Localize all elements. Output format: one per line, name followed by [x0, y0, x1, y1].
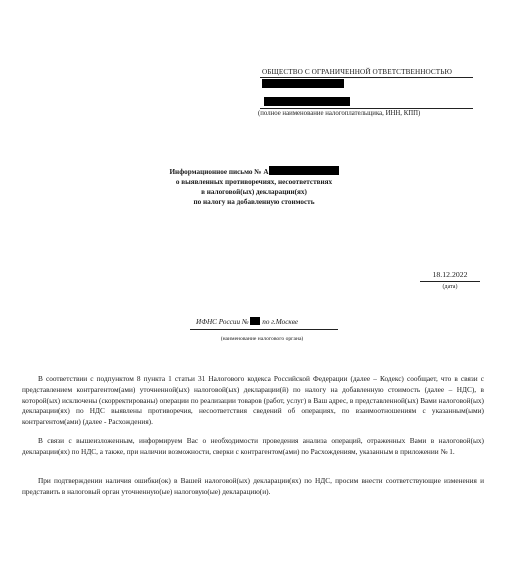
authority-hint: (наименование налогового органа)	[220, 336, 304, 342]
letter-date: 18.12.2022	[432, 270, 468, 279]
tax-authority-prefix: ИФНС России №	[196, 318, 249, 326]
redacted-inspection-number	[250, 317, 260, 325]
body-paragraph-3: При подтверждении наличия ошибки(ок) в Вашей налоговой(ых) декларации(ях) по НДС, просим внести соответствующие изменения и представить в налоговый орган уточненную(ые) налоговую(ые) декларацию(и).	[22, 476, 484, 496]
title-line-4: по налогу на добавленную стоимость	[193, 198, 315, 206]
tax-authority	[196, 317, 298, 326]
date-hint: (дата)	[442, 284, 458, 290]
company-title: ОБЩЕСТВО С ОГРАНИЧЕННОЙ ОТВЕТСТВЕННОСТЬЮ	[262, 68, 453, 76]
title-line-2: о выявленных противоречиях, несоответствиях	[175, 178, 333, 186]
date-underline	[420, 281, 480, 282]
body-paragraph-2: В связи с вышеизложенным, информируем Вас о необходимости проведения анализа операций, отраженных Вами в налоговой(ых) декларации(ях) по НДС, а также, при наличии возможности, сверки с контрагентом(ами) по Расхождениям, указанным в приложении № 1.	[22, 436, 484, 456]
company-title-underline	[260, 77, 473, 78]
letter-title	[120, 166, 388, 207]
title-line-3: в налоговой(ых) декларации(ях)	[201, 188, 307, 196]
redacted-company-name	[262, 79, 344, 88]
title-line-number: Информационное письмо № А	[120, 166, 388, 177]
tax-authority-suffix: по г.Москве	[262, 318, 299, 326]
body-paragraph-1: В соответствии с подпунктом 8 пункта 1 статьи 31 Налогового кодекса Российской Федерации (далее – Кодекс) сообщает, что в связи с представлением контрагентом(ами) уточненной(ых) налоговой(ых) декларации(й) по налогу на добавленную стоимость (далее – НДС), в которой(ых) исключены (скорректированы) операции по реализации товаров (работ, услуг) в Ваш адрес, в представленной(ых) Вами налоговой(ых) декларации(ях) по НДС выявлены противоречия, несоответствия сведений об операциях, по взаимоотношениям с указанным(ыми) контрагентом(ами) (далее - Расхождения).	[22, 374, 484, 427]
authority-underline	[190, 329, 338, 330]
redacted-letter-number	[269, 166, 339, 175]
company-details-line	[260, 108, 473, 109]
company-hint: (полное наименование налогоплательщика, ИНН, КПП)	[258, 110, 421, 117]
redacted-company-inn	[264, 97, 350, 106]
